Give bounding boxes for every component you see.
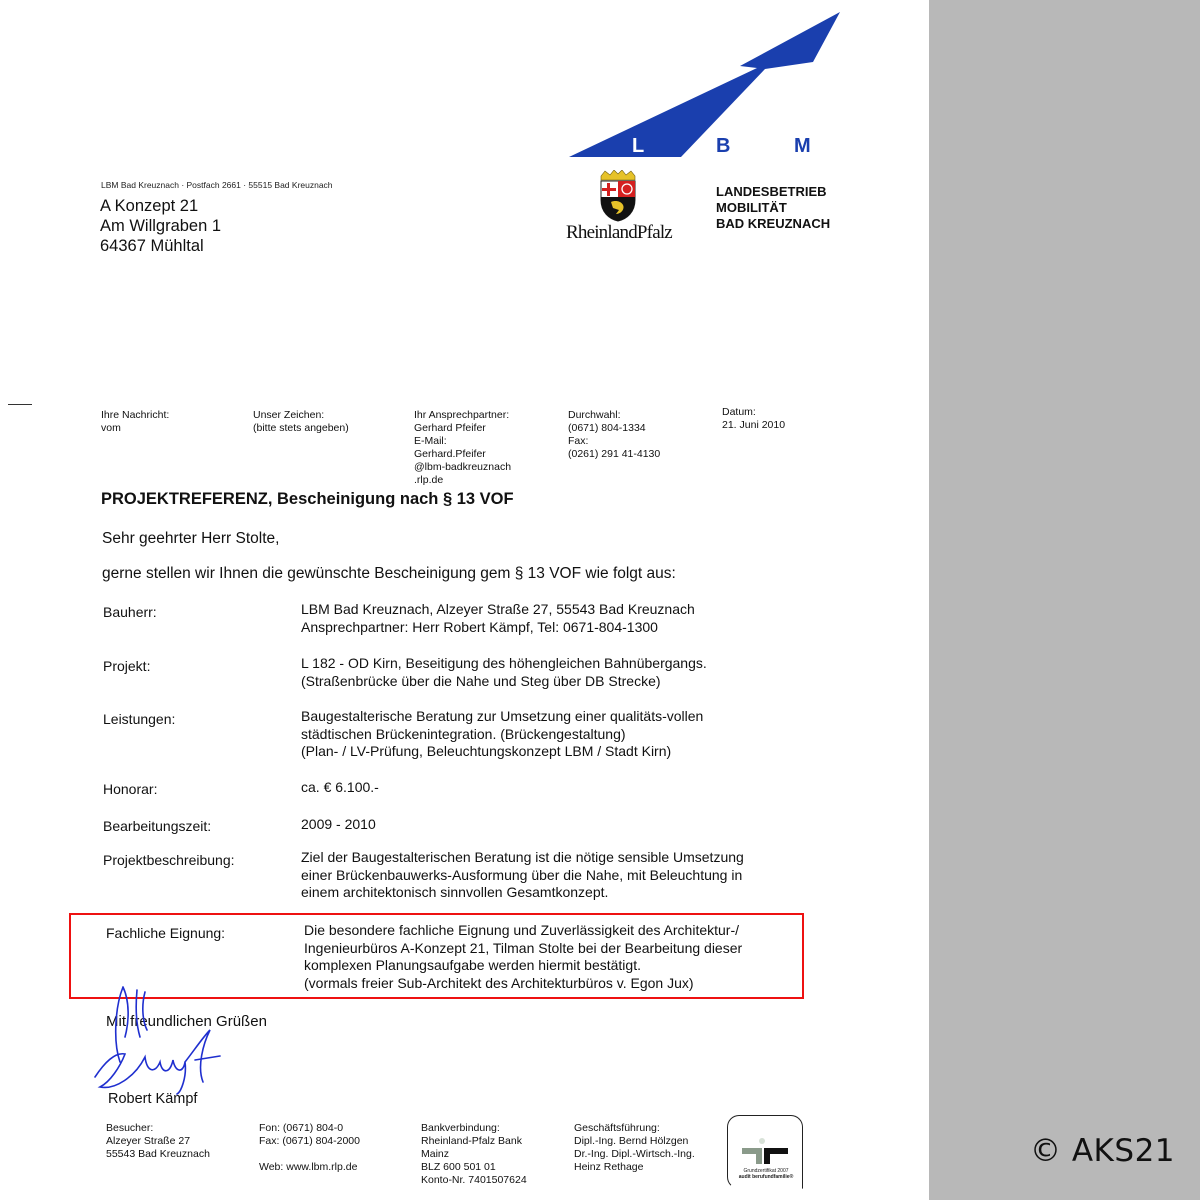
- field-line: (Straßenbrücke über die Nahe und Steg über DB Strecke): [301, 672, 661, 689]
- footer-line: Bankverbindung:: [421, 1122, 500, 1134]
- footer-line: 55543 Bad Kreuznach: [106, 1148, 210, 1160]
- certificate-line: Grundzertifikat 2007: [743, 1168, 789, 1174]
- field-line: ca. € 6.100.-: [301, 779, 379, 795]
- reference-value: E-Mail:: [414, 435, 447, 447]
- reference-value: (bitte stets angeben): [253, 422, 349, 434]
- field-label-leistungen: Leistungen:: [103, 711, 176, 727]
- footer-spacer: [259, 1148, 360, 1161]
- reference-value: @lbm-badkreuznach: [414, 461, 512, 473]
- footer-line: BLZ 600 501 01: [421, 1161, 496, 1173]
- fold-mark: [8, 404, 32, 405]
- rheinland-pfalz-wordmark: RheinlandPfalz: [566, 222, 672, 243]
- field-label-projektbeschreibung: Projektbeschreibung:: [103, 852, 235, 868]
- handwritten-signature-icon: [85, 982, 235, 1097]
- field-line: einer Brückenbauwerks-Ausformung über die Nahe, mit Beleuchtung in: [301, 866, 743, 883]
- reference-our-sign: [253, 409, 349, 435]
- field-line: 2009 - 2010: [301, 816, 376, 832]
- field-value-fachliche-eignung: [304, 922, 742, 992]
- closing-phrase: Mit freundlichen Grüßen: [106, 1013, 267, 1030]
- recipient-address: [100, 196, 221, 256]
- lbm-arrow-logo-icon: [565, 8, 845, 160]
- reference-your-message: [101, 409, 169, 435]
- reference-value: Gerhard Pfeifer: [414, 422, 486, 434]
- footer-visitors: [106, 1122, 210, 1161]
- footer-line: Fax: (0671) 804-2000: [259, 1135, 360, 1147]
- field-line: (Plan- / LV-Prüfung, Beleuchtungskonzept LBM / Stadt Kirn): [301, 743, 672, 759]
- field-label-projekt: Projekt:: [103, 658, 151, 674]
- footer-contact: [259, 1122, 360, 1174]
- reference-value: (0261) 291 41-4130: [568, 448, 661, 460]
- rheinland-pfalz-coat-of-arms-icon: [597, 170, 639, 222]
- reference-label: Unser Zeichen:: [253, 409, 325, 421]
- field-line: Ziel der Baugestalterischen Beratung ist die nötige sensible Umsetzung: [301, 849, 744, 865]
- svg-text:M: M: [794, 135, 811, 157]
- footer-web-link[interactable]: Web: www.lbm.rlp.de: [259, 1161, 358, 1173]
- certificate-label: [733, 1168, 799, 1180]
- organization-line: MOBILITÄT: [716, 200, 787, 215]
- reference-label: Ihr Ansprechpartner:: [414, 409, 510, 421]
- reference-value: Gerhard.Pfeifer: [414, 448, 486, 460]
- reference-phone: [568, 409, 660, 461]
- field-line: L 182 - OD Kirn, Beseitigung des höhengleichen Bahnübergangs.: [301, 655, 707, 671]
- organization-line: LANDESBETRIEB: [716, 184, 827, 199]
- certificate-line: audit berufundfamilie®: [738, 1174, 794, 1180]
- reference-date: [722, 406, 785, 432]
- organization-line: BAD KREUZNACH: [716, 216, 831, 231]
- field-label-bauherr: Bauherr:: [103, 604, 157, 620]
- field-line: einem architektonisch sinnvollen Gesamtkonzept.: [301, 884, 609, 900]
- reference-value: .rlp.de: [414, 474, 444, 486]
- footer-line: Alzeyer Straße 27: [106, 1135, 191, 1147]
- field-line: Die besondere fachliche Eignung und Zuverlässigkeit des Architektur-/: [304, 922, 740, 938]
- copyright-watermark: © AKS21: [1030, 1133, 1176, 1169]
- field-value-projektbeschreibung: [301, 849, 744, 902]
- berufundfamilie-logo-icon: [742, 1138, 788, 1166]
- intro-paragraph: gerne stellen wir Ihnen die gewünschte Bescheinigung gem § 13 VOF wie folgt aus:: [102, 565, 676, 582]
- side-panel: [929, 0, 1200, 1200]
- footer-management: [574, 1122, 695, 1174]
- field-label-honorar: Honorar:: [103, 781, 158, 797]
- footer-line: Heinz Rethage: [574, 1161, 644, 1173]
- reference-value: Fax:: [568, 435, 589, 447]
- footer-line: Konto-Nr. 7401507624: [421, 1174, 527, 1186]
- field-line: (vormals freier Sub-Architekt des Architekturbüros v. Egon Jux): [304, 974, 694, 991]
- footer-line: Rheinland-Pfalz Bank: [421, 1135, 522, 1147]
- footer-line: Mainz: [421, 1148, 450, 1160]
- sender-return-line: LBM Bad Kreuznach · Postfach 2661 · 55515 Bad Kreuznach: [101, 180, 333, 190]
- signer-name: Robert Kämpf: [108, 1091, 198, 1107]
- field-value-projekt: [301, 655, 707, 690]
- salutation: Sehr geehrter Herr Stolte,: [102, 530, 280, 547]
- field-line: LBM Bad Kreuznach, Alzeyer Straße 27, 55543 Bad Kreuznach: [301, 601, 695, 617]
- footer-line: Fon: (0671) 804-0: [259, 1122, 344, 1134]
- letter-subject: PROJEKTREFERENZ, Bescheinigung nach § 13 VOF: [101, 490, 514, 508]
- field-label-bearbeitungszeit: Bearbeitungszeit:: [103, 818, 212, 834]
- reference-label: Durchwahl:: [568, 409, 621, 421]
- footer-line: Dipl.-Ing. Bernd Hölzgen: [574, 1135, 689, 1147]
- recipient-line: 64367 Mühltal: [100, 237, 204, 255]
- field-value-bearbeitungszeit: [301, 816, 376, 834]
- svg-text:B: B: [716, 135, 731, 157]
- reference-label: Ihre Nachricht:: [101, 409, 170, 421]
- field-line: Ingenieurbüros A-Konzept 21, Tilman Stolte bei der Bearbeitung dieser: [304, 939, 743, 956]
- reference-label: Datum:: [722, 406, 756, 418]
- footer-line: Geschäftsführung:: [574, 1122, 660, 1134]
- reference-value: vom: [101, 422, 121, 434]
- field-line: Baugestalterische Beratung zur Umsetzung einer qualitäts-vollen: [301, 708, 704, 724]
- field-line: komplexen Planungsaufgabe werden hiermit bestätigt.: [304, 957, 641, 973]
- reference-value: (0671) 804-1334: [568, 422, 646, 434]
- footer-bank: [421, 1122, 527, 1187]
- field-value-honorar: [301, 779, 379, 797]
- field-value-leistungen: [301, 708, 703, 761]
- field-line: Ansprechpartner: Herr Robert Kämpf, Tel: 0671-804-1300: [301, 618, 658, 635]
- recipient-line: Am Willgraben 1: [100, 217, 222, 235]
- organization-name: [716, 184, 830, 232]
- field-value-bauherr: [301, 601, 695, 636]
- field-line: städtischen Brückenintegration. (Brückengestaltung): [301, 725, 626, 742]
- reference-contact-person: [414, 409, 511, 487]
- field-label-fachliche-eignung: Fachliche Eignung:: [106, 925, 226, 941]
- footer-line: Dr.-Ing. Dipl.-Wirtsch.-Ing.: [574, 1148, 695, 1160]
- reference-value: 21. Juni 2010: [722, 419, 786, 431]
- footer-line: Besucher:: [106, 1122, 154, 1134]
- svg-text:L: L: [632, 135, 645, 157]
- recipient-line: A Konzept 21: [100, 197, 199, 215]
